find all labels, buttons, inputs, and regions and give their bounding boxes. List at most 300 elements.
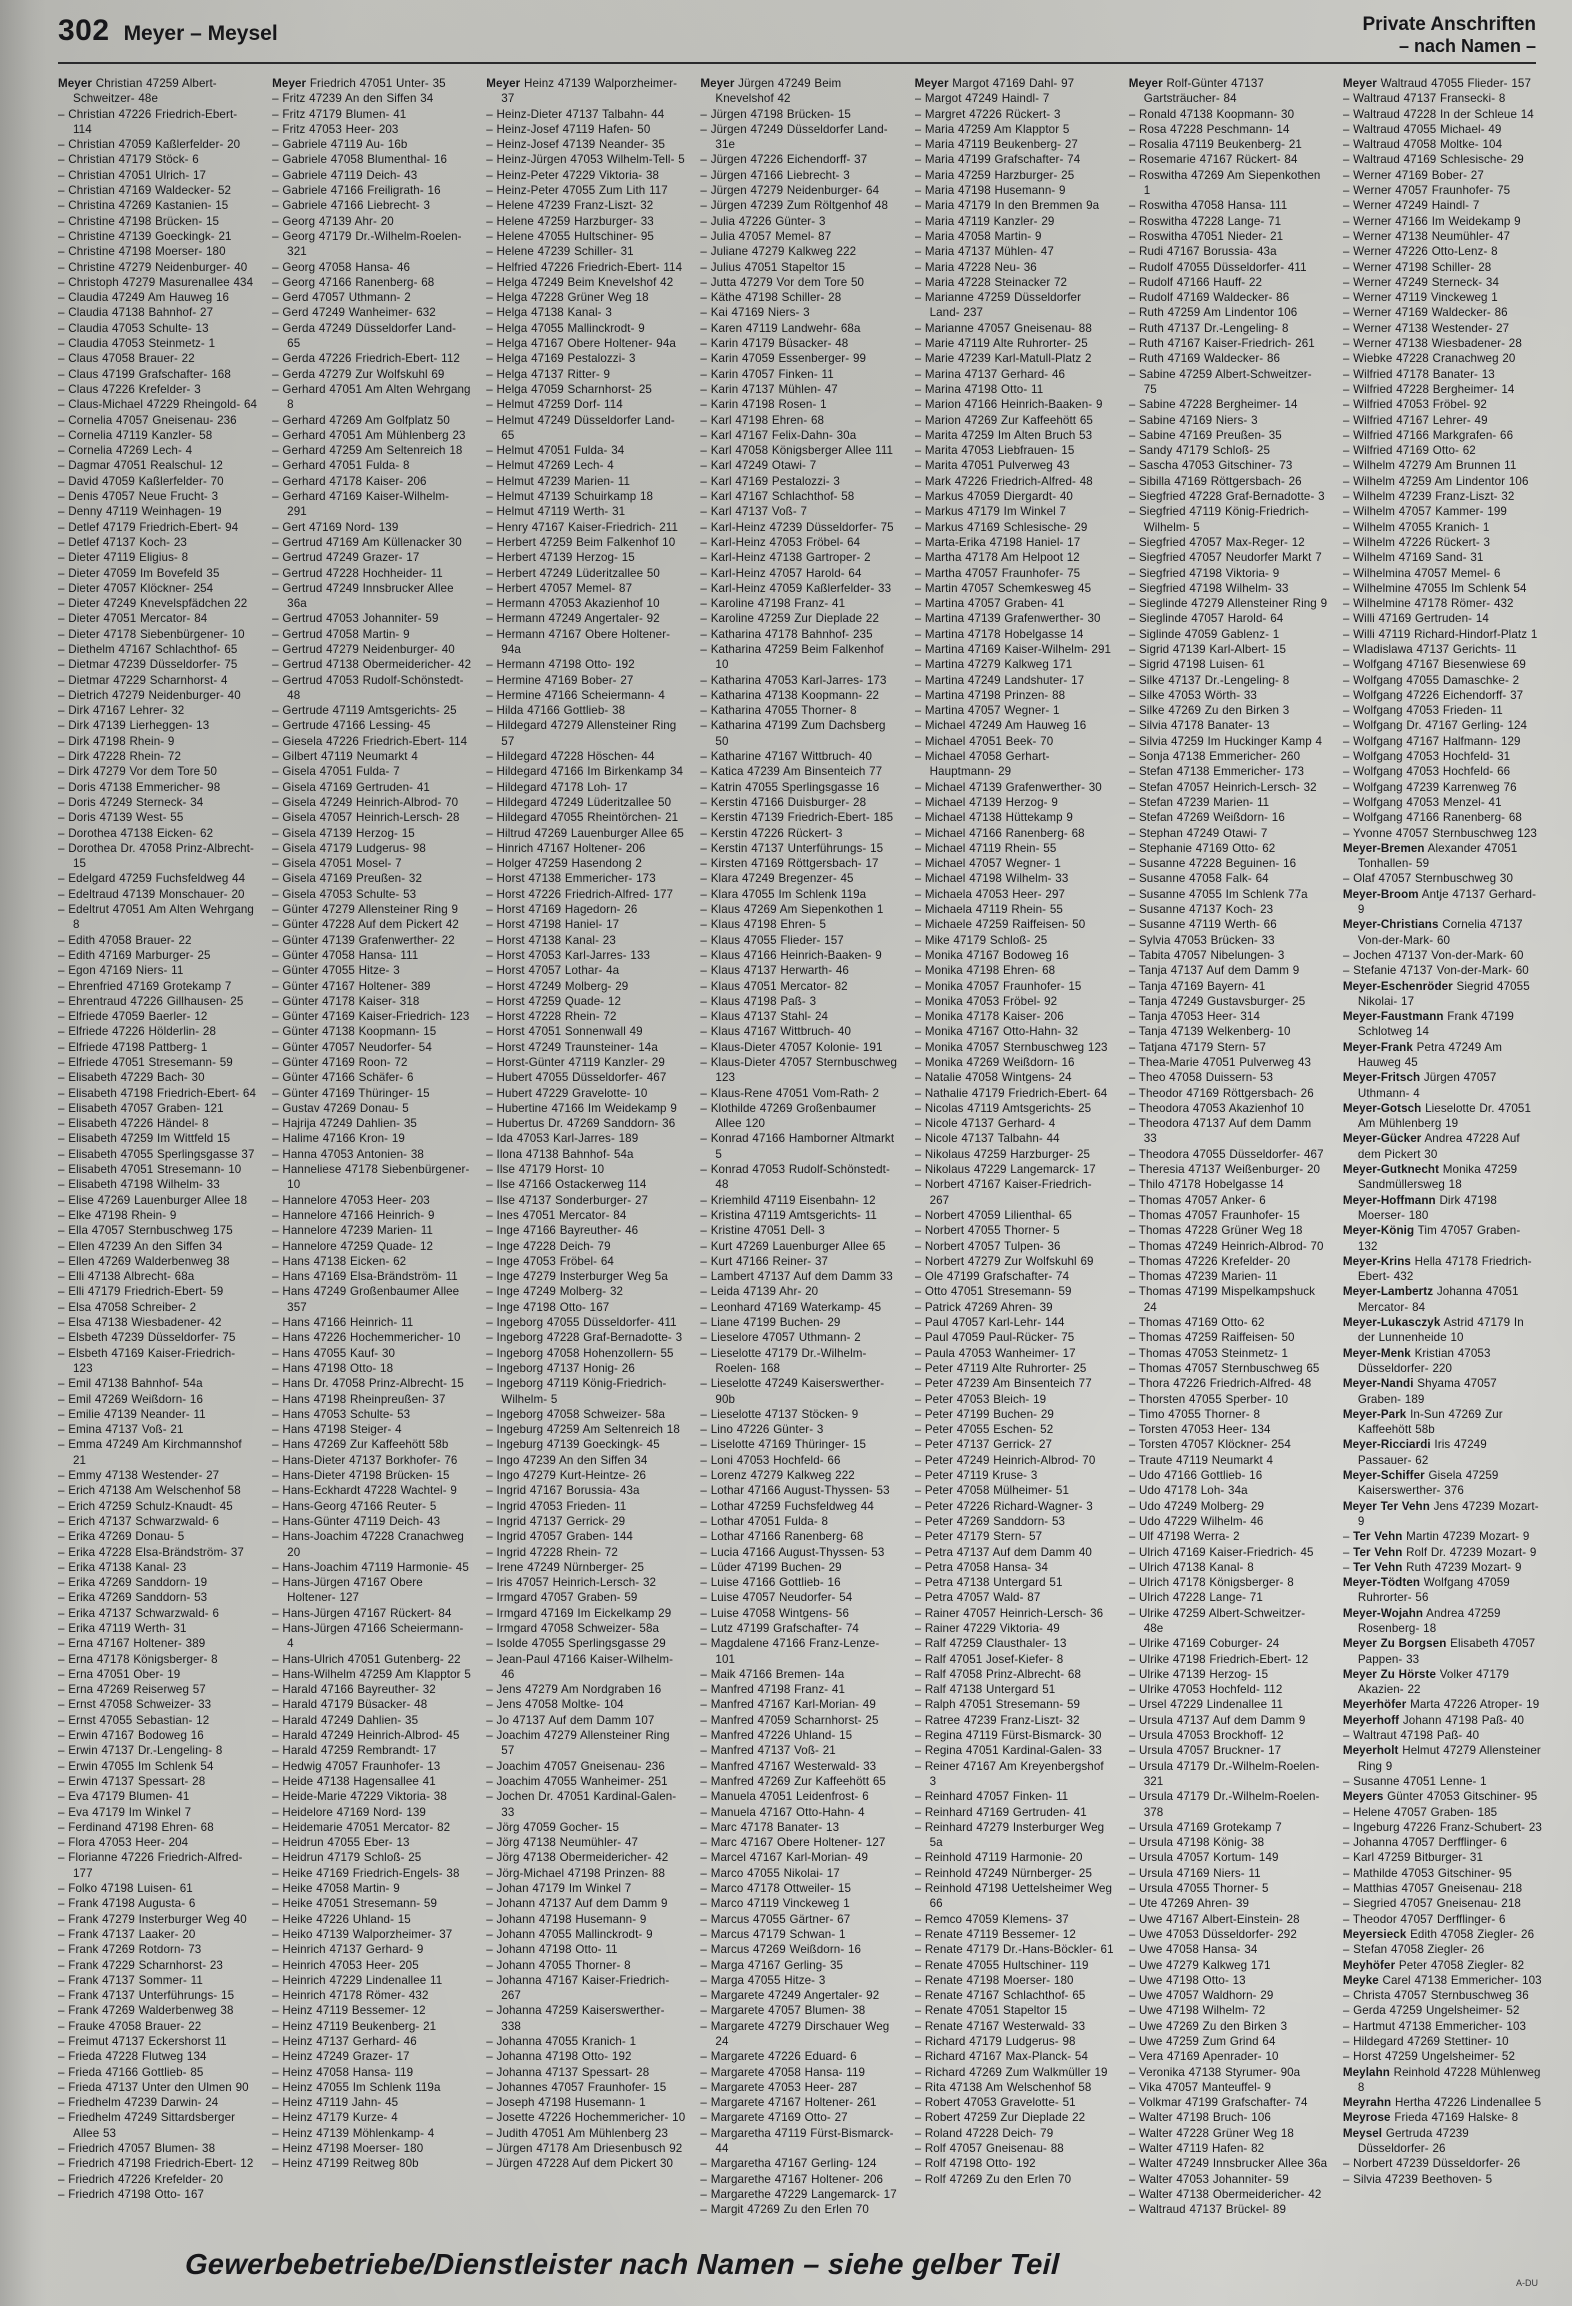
directory-entry: – Horst 47249 Traunsteiner- 14a — [486, 1040, 658, 1054]
directory-entry: – Hildegard 47178 Loh- 17 — [486, 780, 628, 794]
directory-entry: Meyer-Broom Antje 47137 Gerhard- 9 — [1342, 887, 1537, 917]
directory-entry: – Elke 47198 Rhein- 9 — [58, 1208, 177, 1222]
directory-entry: – Georg 47166 Ranenberg- 68 — [272, 275, 435, 289]
directory-entry: – Frank 47137 Sommer- 11 — [58, 1973, 203, 1987]
directory-entry: – Gabriele 47119 Au- 16b — [272, 138, 408, 152]
directory-entry: – Heinrich 47053 Heer- 205 — [272, 1958, 419, 1972]
directory-entry: – Klara 47055 Im Schlenk 119a — [700, 887, 867, 901]
directory-entry: – Claus 47058 Brauer- 22 — [58, 352, 195, 366]
directory-entry: – Manuela 47167 Otto-Hahn- 4 — [700, 1805, 865, 1819]
directory-entry: – Wilhelm 47279 Am Brunnen 11 — [1342, 459, 1517, 473]
directory-entry: – Siegfried 47057 Neudorfer Markt 7 — [1128, 551, 1322, 565]
directory-entry: – Walter 47119 Hafen- 82 — [1128, 2142, 1265, 2156]
directory-entry: – Florianne 47226 Friedrich-Alfred- 177 — [58, 1851, 243, 1880]
directory-entry: – Ute 47269 Ahren- 39 — [1128, 1897, 1250, 1911]
directory-entry: – Hildegard 47055 Rheintörchen- 21 — [486, 811, 679, 825]
directory-entry: – Richard 47269 Zum Walkmüller 19 — [914, 2065, 1108, 2079]
directory-entry: – Monika 47057 Sternbuschweg 123 — [914, 1040, 1108, 1054]
directory-entry: – Stephan 47249 Otawi- 7 — [1128, 826, 1268, 840]
directory-entry: – Johann 47055 Mallinckrodt- 9 — [486, 1927, 653, 1941]
directory-entry: – Heinz 47137 Gerhard- 46 — [272, 2035, 417, 2048]
directory-entry: – Michael 47139 Herzog- 9 — [914, 795, 1058, 809]
directory-entry: – Gerda 47249 Düsseldorfer Land- 65 — [272, 321, 457, 351]
directory-entry: – Hiltrud 47269 Lauenburger Allee 65 — [486, 826, 684, 840]
directory-entry: – Gerhard 47169 Kaiser-Wilhelm- 291 — [272, 490, 450, 519]
directory-entry: – Heinrich 47229 Lindenallee 11 — [272, 1973, 443, 1987]
directory-entry: – Hermine 47169 Bober- 27 — [486, 673, 634, 687]
directory-entry: – Heinz-Peter 47055 Zum Lith 117 — [486, 184, 668, 198]
directory-entry: – Frank 47229 Scharnhorst- 23 — [58, 1958, 223, 1972]
directory-entry: – Günter 47057 Neudorfer- 54 — [272, 1040, 432, 1054]
directory-entry: – Heinz-Josef 47119 Hafen- 50 — [486, 122, 651, 136]
directory-entry: – Dieter 47119 Eligius- 8 — [58, 551, 189, 565]
directory-entry: – Michael 47138 Hüttekamp 9 — [914, 811, 1073, 825]
directory-entry: – Manfred 47137 Voß- 21 — [700, 1744, 836, 1758]
directory-entry: – Paul 47057 Karl-Lehr- 144 — [914, 1316, 1065, 1330]
directory-entry: – Maria 47119 Beukenberg- 27 — [914, 138, 1078, 152]
directory-entry: – Reiner 47167 Am Kreyenbergshof 3 — [914, 1759, 1104, 1788]
directory-entry: – Hans 47053 Schulte- 53 — [272, 1407, 411, 1421]
directory-entry: – Ingeborg 47055 Düsseldorfer- 411 — [486, 1316, 677, 1330]
directory-entry: – Christine 47198 Brücken- 15 — [58, 214, 220, 228]
directory-entry: – Wilhelmine 47055 Im Schlenk 54 — [1342, 581, 1527, 595]
directory-entry: – Michaela 47053 Heer- 297 — [914, 887, 1066, 901]
directory-entry: – Marta-Erika 47198 Haniel- 17 — [914, 535, 1081, 549]
directory-entry: – Herbert 47139 Herzog- 15 — [486, 551, 635, 565]
directory-entry: – Kirsten 47169 Röttgersbach- 17 — [700, 857, 879, 871]
directory-entry: – Hans 47055 Kauf- 30 — [272, 1346, 396, 1360]
directory-entry: – Marie 47119 Alte Ruhrorter- 25 — [914, 337, 1088, 351]
directory-entry: – Uwe 47058 Hansa- 34 — [1128, 1943, 1258, 1957]
directory-entry: – Frieda 47166 Gottlieb- 85 — [58, 2065, 204, 2079]
directory-entry: – Martha 47057 Fraunhofer- 75 — [914, 566, 1081, 580]
directory-entry: – Siegfried 47198 Wilhelm- 33 — [1128, 581, 1289, 595]
directory-entry: – Kerstin 47137 Unterführungs- 15 — [700, 841, 884, 855]
directory-entry: – Kurt 47166 Reiner- 37 — [700, 1254, 829, 1268]
directory-entry: – Willi 47169 Gertruden- 14 — [1342, 612, 1489, 626]
directory-entry: – Rudi 47167 Borussia- 43a — [1128, 245, 1277, 259]
directory-entry: – Gisela 47051 Fulda- 7 — [272, 765, 400, 779]
directory-entry: – Maria 47119 Kanzler- 29 — [914, 214, 1055, 228]
directory-entry: – Thomas 47053 Steinmetz- 1 — [1128, 1346, 1289, 1360]
directory-entry: – Gerhard 47051 Fulda- 8 — [272, 459, 410, 473]
directory-entry: – Claudia 47249 Am Hauweg 16 — [58, 291, 230, 305]
directory-entry: – Horst 47053 Karl-Jarres- 133 — [486, 948, 651, 962]
directory-entry: – Liane 47199 Buchen- 29 — [700, 1316, 841, 1330]
directory-entry: – Ingeborg 47119 König-Friedrich-Wilhelm- 5 — [486, 1377, 667, 1406]
directory-entry: – Monika 47269 Weißdorn- 16 — [914, 1056, 1075, 1069]
directory-entry: – Norbert 47057 Tulpen- 36 — [914, 1239, 1061, 1253]
directory-entry: Meyer Margot 47169 Dahl- 97 — [914, 77, 1075, 90]
directory-entry: – Ole 47199 Grafschafter- 74 — [914, 1270, 1070, 1284]
directory-entry: – Jörg 47138 Neumühler- 47 — [486, 1836, 639, 1850]
directory-entry: – Helfried 47226 Friedrich-Ebert- 114 — [486, 260, 683, 274]
directory-entry: – Ines 47051 Mercator- 84 — [486, 1208, 627, 1222]
directory-entry: – Sibilla 47169 Röttgersbach- 26 — [1128, 474, 1302, 488]
directory-entry: – Helene 47259 Harzburger- 33 — [486, 214, 654, 228]
directory-entry: – Thomas 47057 Sternbuschweg 65 — [1128, 1361, 1320, 1375]
directory-entry: – Lieselotte 47137 Stöcken- 9 — [700, 1407, 859, 1421]
directory-entry: – Elli 47138 Albrecht- 68a — [58, 1270, 195, 1284]
directory-entry: Meyer-Frank Petra 47249 Am Hauweg 45 — [1342, 1040, 1502, 1069]
directory-entry: – Thomas 47239 Marien- 11 — [1128, 1270, 1278, 1284]
directory-entry: – Peter 47055 Eschen- 52 — [914, 1423, 1054, 1437]
directory-entry: – Sabine 47169 Niers- 3 — [1128, 413, 1258, 427]
directory-entry: – Magdalene 47166 Franz-Lenze- 101 — [700, 1637, 880, 1666]
directory-entry: – Gerda 47279 Zur Wolfskuhl 69 — [272, 367, 445, 381]
directory-entry: – Tanja 47137 Auf dem Damm 9 — [1128, 964, 1300, 978]
directory-entry: – Marga 47055 Hitze- 3 — [700, 1973, 826, 1987]
directory-entry: – Gertrud 47058 Martin- 9 — [272, 627, 410, 641]
directory-entry: – Erna 47051 Ober- 19 — [58, 1667, 181, 1681]
directory-entry: – Stefan 47239 Marien- 11 — [1128, 795, 1270, 809]
directory-entry: – Margaretha 47167 Gerling- 124 — [700, 2157, 877, 2171]
directory-entry: – Ingeborg 47228 Graf-Bernadotte- 3 — [486, 1331, 683, 1345]
directory-entry: – Michael 47051 Beek- 70 — [914, 734, 1054, 748]
directory-entry: – Helga 47228 Grüner Weg 18 — [486, 291, 649, 305]
directory-entry: – Hermann 47053 Akazienhof 10 — [486, 597, 660, 611]
directory-entry: – Erika 47269 Sanddorn- 53 — [58, 1591, 208, 1605]
directory-entry: – Ilse 47166 Ostackerweg 114 — [486, 1178, 647, 1192]
directory-entry: – Volkmar 47199 Grafschafter- 74 — [1128, 2096, 1308, 2110]
directory-entry: – Siglinde 47059 Gablenz- 1 — [1128, 627, 1280, 641]
directory-entry: – Udo 47229 Wilhelm- 46 — [1128, 1514, 1264, 1528]
directory-entry: – Werner 47226 Otto-Lenz- 8 — [1342, 245, 1498, 259]
directory-entry: – Dagmar 47051 Realschul- 12 — [58, 459, 223, 473]
directory-entry: – Uwe 47279 Kalkweg 171 — [1128, 1958, 1271, 1972]
directory-entry: – Gertrud 47249 Grazer- 17 — [272, 551, 420, 565]
directory-entry: – Hans 47198 Rheinpreußen- 37 — [272, 1392, 446, 1406]
directory-entry: – Horst 47198 Haniel- 17 — [486, 918, 620, 932]
directory-entry: – Ratree 47239 Franz-Liszt- 32 — [914, 1713, 1080, 1727]
directory-entry: – Ursula 47137 Auf dem Damm 9 — [1128, 1713, 1306, 1727]
directory-entry: – Karl-Heinz 47239 Düsseldorfer- 75 — [700, 520, 894, 534]
directory-entry: – Gabriele 47119 Deich- 43 — [272, 168, 418, 182]
directory-entry: – Ida 47053 Karl-Jarres- 189 — [486, 1132, 639, 1146]
directory-entry: – Hannelore 47259 Quade- 12 — [272, 1239, 434, 1253]
directory-entry: – Martina 47057 Graben- 41 — [914, 597, 1065, 611]
directory-entry: – Horst 47138 Kanal- 23 — [486, 933, 616, 947]
directory-entry: – Theresia 47137 Weißenburger- 20 — [1128, 1163, 1321, 1177]
directory-entry: – Stephanie 47169 Otto- 62 — [1128, 841, 1276, 855]
directory-entry: – Peter 47239 Am Binsenteich 77 — [914, 1377, 1092, 1391]
directory-entry: – Gabriele 47166 Liebrecht- 3 — [272, 199, 431, 213]
directory-entry: – Renate 47051 Stapeltor 15 — [914, 2004, 1068, 2018]
directory-entry: – Günter 47167 Holtener- 389 — [272, 979, 431, 993]
directory-entry: – Marianne 47259 Düsseldorfer Land- 237 — [914, 291, 1082, 320]
directory-entry: – Nikolaus 47259 Harzburger- 25 — [914, 1147, 1091, 1161]
directory-entry: – Christian 47179 Stöck- 6 — [58, 153, 199, 167]
directory-entry: – Günter 47139 Grafenwerther- 22 — [272, 933, 455, 947]
directory-entry: – Helmut 47249 Düsseldorfer Land- 65 — [486, 413, 675, 442]
directory-entry: – Theodor 47169 Röttgersbach- 26 — [1128, 1086, 1314, 1100]
directory-entry: Meyer Rolf-Günter 47137 Gartsträucher- 84 — [1128, 77, 1264, 106]
directory-entry: – Harald 47249 Heinrich-Albrod- 45 — [272, 1729, 460, 1743]
directory-entry: – Katica 47239 Am Binsenteich 77 — [700, 765, 883, 779]
directory-entry: – Roswitha 47269 Am Siepenkothen 1 — [1128, 168, 1321, 198]
directory-entry: Meysel Gertruda 47239 Düsseldorfer- 26 — [1342, 2126, 1469, 2156]
directory-entry: – Helene 47057 Graben- 185 — [1342, 1805, 1498, 1819]
directory-entry: – Lieselore 47057 Uthmann- 2 — [700, 1331, 861, 1345]
directory-entry: – Claus 47226 Krefelder- 3 — [58, 382, 201, 396]
directory-entry: – Günter 47169 Thüringer- 15 — [272, 1086, 430, 1100]
directory-entry: – Johann 47055 Thorner- 8 — [486, 1958, 631, 1972]
directory-entry: – Stefan 47138 Emmericher- 173 — [1128, 765, 1305, 779]
directory-entry: – Günter 47166 Schäfer- 6 — [272, 1071, 414, 1085]
directory-entry: Meyrahn Hertha 47226 Lindenallee 5 — [1342, 2096, 1542, 2110]
directory-entry: – Edeltrut 47051 Am Alten Wehrgang 8 — [58, 903, 254, 932]
directory-entry: – Susanne 47119 Werth- 66 — [1128, 918, 1277, 932]
directory-entry: – Iris 47057 Heinrich-Lersch- 32 — [486, 1576, 657, 1590]
directory-entry: – Helga 47167 Obere Holtener- 94a — [486, 337, 676, 351]
directory-entry: – Margarete 47057 Blumen- 38 — [700, 2004, 866, 2018]
directory-entry: – Maria 47198 Husemann- 9 — [914, 184, 1066, 198]
directory-entry: – Heinz 47139 Möhlenkamp- 4 — [272, 2126, 435, 2140]
directory-column — [1129, 76, 1328, 2232]
directory-entry: – Mark 47226 Friedrich-Alfred- 48 — [914, 474, 1093, 488]
directory-entry: – Hannelore 47053 Heer- 203 — [272, 1193, 430, 1207]
directory-entry: – Luise 47166 Gottlieb- 16 — [700, 1576, 841, 1590]
directory-entry: – Ter Vehn Ruth 47239 Mozart- 9 — [1342, 1560, 1522, 1574]
directory-entry: – Denis 47057 Neue Frucht- 3 — [58, 490, 219, 504]
directory-entry: – Karl-Heinz 47057 Harold- 64 — [700, 566, 862, 580]
directory-entry: – Ursula 47055 Thorner- 5 — [1128, 1882, 1269, 1896]
directory-entry: – Sieglinde 47057 Harold- 64 — [1128, 612, 1284, 626]
directory-entry: – Klaus-Rene 47051 Vom-Rath- 2 — [700, 1086, 880, 1100]
directory-entry: – Rosalia 47119 Beukenberg- 21 — [1128, 138, 1302, 152]
directory-entry: – Leida 47139 Ahr- 20 — [700, 1285, 819, 1299]
directory-entry: – Gisela 47179 Ludgerus- 98 — [272, 841, 426, 855]
directory-entry: – Ilona 47138 Bahnhof- 54a — [486, 1147, 634, 1161]
directory-entry: – Thea-Marie 47051 Pulverweg 43 — [1128, 1056, 1312, 1069]
directory-entry: – Nathalie 47179 Friedrich-Ebert- 64 — [914, 1086, 1108, 1100]
directory-entry: – Hans-Jürgen 47167 Obere Holtener- 127 — [272, 1576, 423, 1605]
directory-entry: – Waltraut 47198 Paß- 40 — [1342, 1729, 1480, 1743]
directory-entry: – Wilhelm 47057 Kammer- 199 — [1342, 505, 1507, 519]
directory-entry: – Irene 47249 Nürnberger- 25 — [486, 1560, 645, 1574]
directory-entry: – Jochen Dr. 47051 Kardinal-Galen- 33 — [486, 1790, 677, 1819]
directory-entry: – Lothar 47166 Ranenberg- 68 — [700, 1530, 864, 1544]
directory-entry: – Helga 47169 Pestalozzi- 3 — [486, 352, 636, 366]
directory-entry: – Inge 47166 Bayreuther- 46 — [486, 1224, 639, 1238]
directory-entry: – Rainer 47229 Viktoria- 49 — [914, 1621, 1060, 1635]
directory-entry: – Heinz 47119 Jahn- 45 — [272, 2096, 399, 2110]
directory-entry: Meyerholt Helmut 47279 Allensteiner Ring 9 — [1342, 1744, 1541, 1773]
directory-entry: – Torsten 47057 Klöckner- 254 — [1128, 1438, 1291, 1452]
directory-entry: – Maik 47166 Bremen- 14a — [700, 1667, 845, 1681]
directory-entry: – Joachim 47279 Allensteiner Ring 57 — [486, 1729, 670, 1758]
directory-entry: – Monika 47057 Fraunhofer- 15 — [914, 979, 1082, 993]
directory-entry: – Jürgen 47166 Liebrecht- 3 — [700, 168, 850, 182]
directory-entry: – Traute 47119 Neumarkt 4 — [1128, 1453, 1274, 1467]
directory-entry: – Richard 47179 Ludgerus- 98 — [914, 2035, 1076, 2048]
directory-entry: – Wolfgang 47167 Halfmann- 129 — [1342, 734, 1521, 748]
directory-entry: – Ingo 47279 Kurt-Heintze- 26 — [486, 1469, 647, 1483]
directory-entry: – Ulrike 47139 Herzog- 15 — [1128, 1667, 1269, 1681]
directory-entry: – Heidrun 47055 Eber- 13 — [272, 1836, 410, 1850]
directory-entry: – Hermann 47249 Angertaler- 92 — [486, 612, 660, 626]
directory-entry: Meyer-Faustmann Frank 47199 Schlotweg 14 — [1342, 1010, 1514, 1039]
directory-entry: – Luise 47058 Wintgens- 56 — [700, 1606, 849, 1620]
directory-entry: – Frieda 47137 Unter den Ulmen 90 — [58, 2080, 249, 2094]
directory-entry: – Theodora 47137 Auf dem Damm 33 — [1128, 1117, 1312, 1146]
directory-entry: – Wolfgang 47167 Biesenwiese 69 — [1342, 658, 1526, 672]
directory-entry: – Ingrid 47167 Borussia- 43a — [486, 1484, 640, 1498]
directory-entry: – Joachim 47057 Gneisenau- 236 — [486, 1759, 665, 1773]
directory-entry: – Rolf 47198 Otto- 192 — [914, 2157, 1036, 2171]
directory-entry: – Elisabeth 47226 Händel- 8 — [58, 1117, 209, 1131]
directory-entry: – Friedrich 47198 Friedrich-Ebert- 12 — [58, 2157, 254, 2171]
directory-entry: – Heinz 47055 Im Schlenk 119a — [272, 2080, 441, 2094]
directory-entry: – Karin 47198 Rosen- 1 — [700, 398, 827, 412]
directory-entry: – Rosa 47228 Peschmann- 14 — [1128, 122, 1290, 136]
directory-entry: – Monika 47053 Fröbel- 92 — [914, 994, 1058, 1008]
directory-entry: – Johann 47137 Auf dem Damm 9 — [486, 1897, 668, 1911]
directory-entry: – Ulrike 47169 Coburger- 24 — [1128, 1637, 1280, 1651]
directory-entry: – Sieglinde 47279 Allensteiner Ring 9 — [1128, 597, 1328, 611]
directory-entry: – Susanne 47055 Im Schlenk 77a — [1128, 887, 1308, 901]
directory-entry: – Dirk 47198 Rhein- 9 — [58, 734, 175, 748]
directory-entry: – Margarethe 47167 Holtener- 206 — [700, 2172, 884, 2186]
directory-entry: Meyer-Tödten Wolfgang 47059 Ruhrorter- 56 — [1342, 1576, 1510, 1605]
directory-entry: – Reinhard 47057 Finken- 11 — [914, 1790, 1069, 1804]
directory-entry: – Helga 47249 Beim Knevelshof 42 — [486, 275, 674, 289]
directory-entry: Meyer-Nandi Shyama 47057 Graben- 189 — [1342, 1377, 1497, 1406]
directory-entry: – Waltraud 47137 Fransecki- 8 — [1342, 92, 1506, 106]
directory-entry: – Elfriede 47059 Baerler- 12 — [58, 1010, 208, 1024]
directory-entry: – Margarete 47279 Dirschauer Weg 24 — [700, 2019, 890, 2048]
directory-entry: – Wilfried 47166 Markgrafen- 66 — [1342, 428, 1514, 442]
directory-entry: – Eva 47179 Im Winkel 7 — [58, 1805, 192, 1819]
directory-entry: – Rudolf 47166 Hauff- 22 — [1128, 275, 1263, 289]
directory-entry: – Michael 47057 Wegner- 1 — [914, 857, 1061, 871]
directory-entry: – Erich 47137 Schwarzwald- 6 — [58, 1514, 219, 1528]
directory-entry: – Hans 47249 Großenbaumer Allee 357 — [272, 1285, 460, 1314]
directory-entry: – Cornelia 47269 Lech- 4 — [58, 444, 193, 458]
directory-entry: – Petra 47057 Wald- 87 — [914, 1591, 1041, 1605]
directory-entry: – Judith 47051 Am Mühlenberg 23 — [486, 2126, 668, 2140]
directory-entry: – Frank 47198 Augusta- 6 — [58, 1897, 196, 1911]
directory-entry: – Dirk 47228 Rhein- 72 — [58, 750, 182, 764]
directory-entry: – Lieselotte 47249 Kaiserswerther- 90b — [700, 1377, 885, 1406]
directory-entry: – Gerhard 47269 Am Golfplatz 50 — [272, 413, 450, 427]
directory-entry: – Irmgard 47169 Im Eickelkamp 29 — [486, 1606, 672, 1620]
directory-entry: – Marga 47167 Gerling- 35 — [700, 1958, 844, 1972]
directory-entry: – Horst 47169 Hagedorn- 26 — [486, 903, 638, 917]
directory-entry: – Karin 47179 Büsacker- 48 — [700, 337, 849, 351]
directory-entry: – Roswitha 47228 Lange- 71 — [1128, 214, 1282, 228]
directory-entry: – Edelgard 47259 Fuchsfeldweg 44 — [58, 872, 246, 886]
directory-entry: – Erwin 47137 Spessart- 28 — [58, 1774, 206, 1788]
directory-entry: – Margarethe 47229 Langemarck- 17 — [700, 2187, 897, 2201]
directory-entry: – Maria 47228 Neu- 36 — [914, 260, 1037, 274]
directory-entry: – Horst-Günter 47119 Kanzler- 29 — [486, 1056, 665, 1069]
directory-entry: – Ter Vehn Martin 47239 Mozart- 9 — [1342, 1530, 1530, 1544]
directory-entry: – Werner 47119 Vinckeweg 1 — [1342, 291, 1498, 305]
directory-entry: – Norbert 47239 Düsseldorfer- 26 — [1342, 2157, 1521, 2171]
directory-entry: – Karl 47058 Königsberger Allee 111 — [700, 444, 894, 458]
directory-entry: – Rosemarie 47167 Rückert- 84 — [1128, 153, 1298, 167]
directory-entry: – Hermann 47198 Otto- 192 — [486, 658, 635, 672]
directory-entry: – Gertrud 47053 Johanniter- 59 — [272, 612, 439, 626]
directory-entry: – Renate 47198 Moerser- 180 — [914, 1973, 1074, 1987]
directory-entry: – Waltraud 47058 Moltke- 104 — [1342, 138, 1503, 152]
directory-entry: – Egon 47169 Niers- 11 — [58, 964, 184, 978]
directory-entry: – Jörg 47138 Obermeidericher- 42 — [486, 1851, 669, 1865]
directory-entry: – Michael 47058 Gerhart-Hauptmann- 29 — [914, 750, 1050, 779]
directory-entry: – Erika 47269 Donau- 5 — [58, 1530, 185, 1544]
directory-entry: – Marion 47166 Heinrich-Baaken- 9 — [914, 398, 1103, 412]
directory-entry: Meyer Zu Hörste Volker 47179 Akazien- 22 — [1342, 1667, 1510, 1697]
directory-entry: – Yvonne 47057 Sternbuschweg 123 — [1342, 826, 1537, 840]
directory-entry: – Fritz 47239 An den Siffen 34 — [272, 92, 434, 106]
directory-entry: – Gertrud 47228 Hochheider- 11 — [272, 566, 443, 580]
directory-entry: – Martina 47279 Kalkweg 171 — [914, 658, 1073, 672]
directory-entry: – Erwin 47055 Im Schlenk 54 — [58, 1759, 214, 1773]
header-rule — [58, 62, 1536, 64]
directory-entry: – Helene 47239 Schiller- 31 — [486, 245, 634, 259]
directory-entry: – Norbert 47167 Kaiser-Friedrich- 267 — [914, 1178, 1092, 1207]
directory-entry: – Christian 47226 Friedrich-Ebert- 114 — [58, 107, 238, 136]
directory-entry: – Gilbert 47119 Neumarkt 4 — [272, 750, 418, 764]
directory-entry: – Heike 47058 Martin- 9 — [272, 1882, 400, 1896]
directory-entry: – Gertrud 47169 Am Küllenacker 30 — [272, 535, 462, 549]
directory-entry: – Harald 47249 Dahlien- 35 — [272, 1713, 419, 1727]
directory-entry: – Karl 47137 Voß- 7 — [700, 505, 808, 519]
directory-entry: – Dieter 47057 Klöckner- 254 — [58, 581, 214, 595]
directory-entry: – Erika 47138 Kanal- 23 — [58, 1560, 187, 1574]
directory-entry: – Ruth 47137 Dr.-Lengeling- 8 — [1128, 321, 1289, 335]
directory-entry: – Ursula 47053 Brockhoff- 12 — [1128, 1729, 1284, 1743]
directory-entry: – Ulrike 47198 Friedrich-Ebert- 12 — [1128, 1652, 1309, 1666]
directory-entry: – Jürgen 47239 Zum Röltgenhof 48 — [700, 199, 889, 213]
directory-entry: – Helmut 47139 Schuirkamp 18 — [486, 490, 654, 504]
directory-entry: – Silvia 47178 Banater- 13 — [1128, 719, 1270, 733]
directory-entry: – Elisabeth 47055 Sperlingsgasse 37 — [58, 1147, 255, 1161]
directory-entry: – Elfriede 47051 Stresemann- 59 — [58, 1056, 233, 1069]
directory-entry: – Gisela 47051 Mosel- 7 — [272, 857, 402, 871]
directory-entry: – Tatjana 47179 Stern- 57 — [1128, 1040, 1267, 1054]
directory-entry: – Siegfried 47119 König-Friedrich-Wilhelm- 5 — [1128, 505, 1310, 534]
directory-entry: – Sylvia 47053 Brücken- 33 — [1128, 933, 1275, 947]
directory-entry: – Uwe 47167 Albert-Einstein- 28 — [1128, 1912, 1300, 1926]
directory-entry: – Jo 47137 Auf dem Damm 107 — [486, 1713, 655, 1727]
directory-entry: – Karl-Heinz 47059 Kaßlerfelder- 33 — [700, 581, 892, 595]
directory-entry: – Nicolas 47119 Amtsgerichts- 25 — [914, 1101, 1092, 1115]
directory-entry: – Siegfried 47057 Max-Reger- 12 — [1128, 535, 1305, 549]
directory-entry: – Walter 47249 Innsbrucker Allee 36a — [1128, 2157, 1328, 2171]
directory-entry: – Hans 47226 Hochemmericher- 10 — [272, 1331, 461, 1345]
directory-entry: – Wolfgang 47226 Eichendorff- 37 — [1342, 688, 1524, 702]
directory-entry: – Johannes 47057 Fraunhofer- 15 — [486, 2080, 667, 2094]
directory-entry: – Emil 47138 Bahnhof- 54a — [58, 1377, 203, 1391]
directory-entry: – Martina 47139 Grafenwerther- 30 — [914, 612, 1101, 626]
directory-entry: – Waltraud 47055 Michael- 49 — [1342, 122, 1502, 136]
directory-entry: – Halime 47166 Kron- 19 — [272, 1132, 405, 1146]
directory-entry: – Hubert 47055 Düsseldorfer- 467 — [486, 1071, 667, 1085]
directory-entry: – Petra 47138 Untergard 51 — [914, 1576, 1063, 1590]
directory-entry: – Hans-Georg 47166 Reuter- 5 — [272, 1499, 437, 1513]
directory-entry: – Liselotte 47169 Thüringer- 15 — [700, 1438, 867, 1452]
directory-entry: – Jochen 47137 Von-der-Mark- 60 — [1342, 948, 1524, 962]
directory-entry: – Lothar 47259 Fuchsfeldweg 44 — [700, 1499, 874, 1513]
directory-entry: – Walter 47138 Obermeidericher- 42 — [1128, 2187, 1322, 2201]
directory-entry: – Hartmut 47138 Emmericher- 103 — [1342, 2019, 1527, 2033]
directory-entry: – Erich 47138 Am Welschenhof 58 — [58, 1484, 241, 1498]
directory-entry: – Michael 47249 Am Hauweg 16 — [914, 719, 1087, 733]
directory-entry: – Gabriele 47058 Blumenthal- 16 — [272, 153, 447, 167]
directory-entry: – Horst 47051 Sonnenwall 49 — [486, 1025, 643, 1039]
